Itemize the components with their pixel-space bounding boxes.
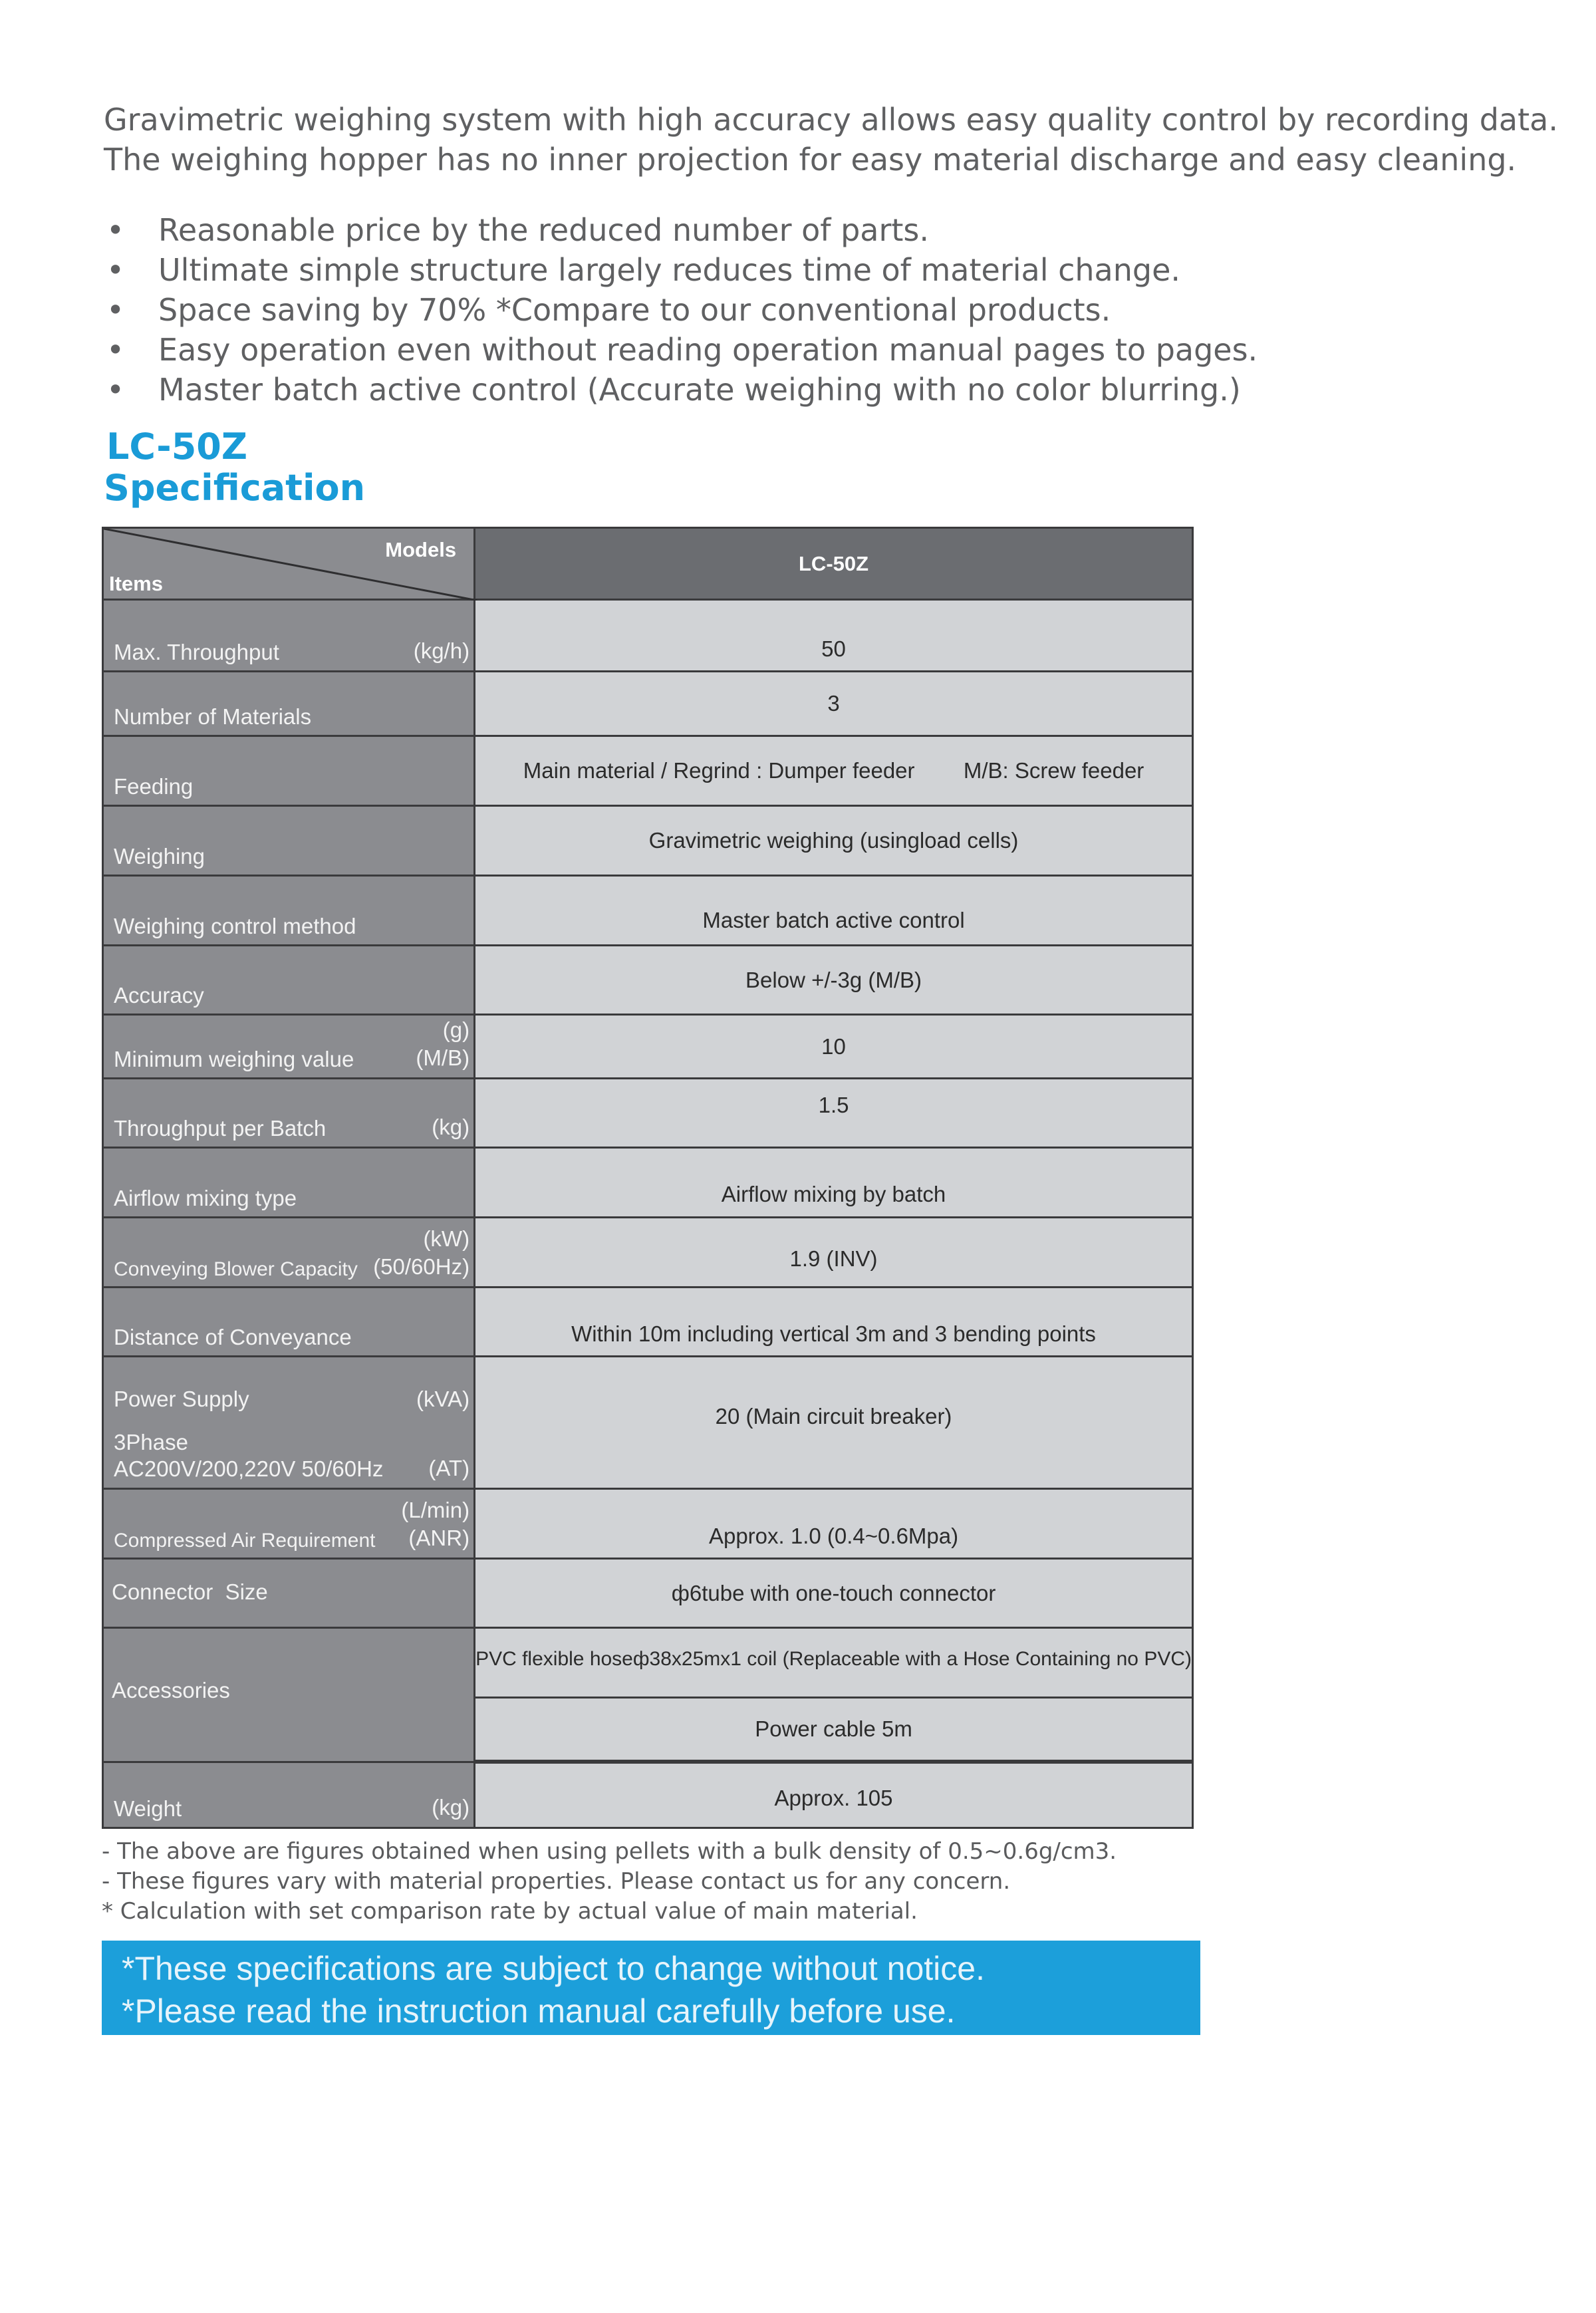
table-row bbox=[103, 600, 1193, 672]
feature-item: • Easy operation even without reading operation manual pages to pages. bbox=[106, 330, 1258, 370]
row-value: Master batch active control bbox=[475, 876, 1193, 946]
row-label-cell bbox=[103, 1489, 475, 1559]
model-title: LC-50Z bbox=[106, 426, 247, 468]
row-value: Below +/-3g (M/B) bbox=[475, 946, 1193, 1015]
row-label-cell bbox=[103, 876, 475, 946]
table-row bbox=[103, 1015, 1193, 1079]
row-value: Approx. 105 bbox=[475, 1762, 1193, 1828]
row-label: Conveying Blower Capacity bbox=[114, 1258, 358, 1280]
row-value: 20 (Main circuit breaker) bbox=[475, 1357, 1193, 1489]
row-label: Throughput per Batch bbox=[114, 1116, 327, 1141]
intro-text bbox=[104, 100, 1558, 180]
row-label: Number of Materials bbox=[114, 704, 312, 729]
table-row bbox=[103, 876, 1193, 946]
row-label: Connector Size bbox=[112, 1579, 268, 1604]
footnote: - These figures vary with material properties. Please contact us for any concern. bbox=[102, 1868, 1011, 1895]
row-label-cell bbox=[103, 1079, 475, 1148]
row-value: 3 bbox=[475, 672, 1193, 736]
row-label: Accessories bbox=[112, 1678, 230, 1702]
table-row bbox=[103, 946, 1193, 1015]
feature-item: • Reasonable price by the reduced number of parts. bbox=[106, 210, 1258, 250]
row-unit-line: (L/min) bbox=[401, 1498, 470, 1522]
table-row bbox=[103, 1762, 1193, 1828]
intro-line-1: Gravimetric weighing system with high accuracy allows easy quality control by recording data. bbox=[104, 102, 1558, 138]
intro-line-2: The weighing hopper has no inner projection for easy material discharge and easy cleaning. bbox=[104, 142, 1517, 178]
row-label: Compressed Air Requirement bbox=[114, 1530, 376, 1552]
row-label-cell bbox=[103, 1288, 475, 1357]
row-label: Weighing bbox=[114, 844, 205, 869]
row-value: 50 bbox=[475, 600, 1193, 672]
row-unit-line: (ANR) bbox=[408, 1526, 470, 1550]
row-label: Accuracy bbox=[114, 983, 204, 1008]
row-label-cell bbox=[103, 1628, 475, 1762]
feature-item: • Space saving by 70% *Compare to our conventional products. bbox=[106, 290, 1258, 330]
row-unit bbox=[373, 1225, 469, 1281]
table-row bbox=[103, 1288, 1193, 1357]
row-label: Airflow mixing type bbox=[114, 1186, 297, 1210]
row-value: 1.5 bbox=[475, 1079, 1193, 1148]
row-value: 10 bbox=[475, 1015, 1193, 1079]
row-label: Weight bbox=[114, 1796, 182, 1821]
table-header-row bbox=[103, 528, 1193, 600]
table-row bbox=[103, 1628, 1193, 1698]
row-unit-line: (50/60Hz) bbox=[373, 1254, 470, 1279]
notice-line: *These specifications are subject to change without notice. bbox=[122, 1950, 985, 1987]
row-unit: (kg) bbox=[432, 1115, 470, 1139]
row-value: Approx. 1.0 (0.4~0.6Mpa) bbox=[475, 1489, 1193, 1559]
row-label-cell bbox=[103, 600, 475, 672]
row-unit-line: (kW) bbox=[423, 1226, 470, 1251]
row-unit-line: (g) bbox=[442, 1018, 470, 1042]
row-unit: (AT) bbox=[428, 1456, 470, 1480]
row-value: Main material / Regrind : Dumper feeder M/B: Screw feeder bbox=[475, 736, 1193, 806]
spec-title: Specification bbox=[104, 467, 366, 509]
row-value: Within 10m including vertical 3m and 3 bending points bbox=[475, 1288, 1193, 1357]
header-corner-cell bbox=[103, 528, 475, 600]
row-sublabel-line: 3Phase bbox=[114, 1430, 188, 1454]
header-items-label: Items bbox=[109, 572, 163, 595]
row-value: PVC flexible hoseф38x25mx1 coil (Replaceable with a Hose Containing no PVC) bbox=[475, 1628, 1193, 1698]
spec-table bbox=[102, 527, 1194, 1829]
table-row bbox=[103, 736, 1193, 806]
row-sublabel-line: AC200V/200,220V 50/60Hz bbox=[114, 1456, 384, 1481]
table-row bbox=[103, 806, 1193, 876]
row-label-cell bbox=[103, 1218, 475, 1288]
table-row bbox=[103, 1079, 1193, 1148]
row-unit: (kVA) bbox=[416, 1387, 470, 1411]
row-label-cell bbox=[103, 946, 475, 1015]
row-unit: (kg/h) bbox=[413, 638, 470, 663]
row-value: 1.9 (INV) bbox=[475, 1218, 1193, 1288]
row-unit: (kg) bbox=[432, 1794, 470, 1820]
row-label: Feeding bbox=[114, 774, 194, 799]
table-row bbox=[103, 1218, 1193, 1288]
table-row bbox=[103, 672, 1193, 736]
row-label-cell bbox=[103, 1762, 475, 1828]
row-unit-line: (M/B) bbox=[416, 1045, 470, 1070]
header-models-label: Models bbox=[385, 538, 457, 561]
footnote: - The above are figures obtained when using pellets with a bulk density of 0.5~0.6g/cm3. bbox=[102, 1838, 1117, 1865]
row-label-cell bbox=[103, 1357, 475, 1489]
footnote: * Calculation with set comparison rate by actual value of main material. bbox=[102, 1898, 918, 1925]
row-label-cell bbox=[103, 1559, 475, 1628]
row-label: Minimum weighing value bbox=[114, 1047, 354, 1071]
table-row bbox=[103, 1148, 1193, 1218]
header-model-name: LC-50Z bbox=[475, 528, 1193, 600]
row-value: Airflow mixing by batch bbox=[475, 1148, 1193, 1218]
row-label: Power Supply bbox=[114, 1387, 249, 1411]
feature-item: • Ultimate simple structure largely reduces time of material change. bbox=[106, 250, 1258, 290]
notice-line: *Please read the instruction manual carefully before use. bbox=[122, 1992, 956, 2030]
row-sublabel bbox=[114, 1429, 383, 1482]
row-unit bbox=[401, 1496, 469, 1552]
row-label: Distance of Conveyance bbox=[114, 1325, 352, 1349]
row-label: Weighing control method bbox=[114, 914, 356, 938]
row-label-cell bbox=[103, 1015, 475, 1079]
table-row bbox=[103, 1489, 1193, 1559]
row-value: Power cable 5m bbox=[475, 1698, 1193, 1762]
row-label-cell bbox=[103, 736, 475, 806]
row-value: Gravimetric weighing (usingload cells) bbox=[475, 806, 1193, 876]
feature-item: • Master batch active control (Accurate weighing with no color blurring.) bbox=[106, 370, 1258, 410]
row-label-cell bbox=[103, 672, 475, 736]
row-label-cell bbox=[103, 1148, 475, 1218]
row-unit bbox=[416, 1016, 469, 1072]
footnotes bbox=[102, 1837, 1117, 1927]
row-value: ф6tube with one-touch connector bbox=[475, 1559, 1193, 1628]
table-row bbox=[103, 1559, 1193, 1628]
row-label: Max. Throughput bbox=[114, 640, 279, 664]
row-label-cell bbox=[103, 806, 475, 876]
feature-list bbox=[106, 210, 1258, 410]
notice-banner bbox=[102, 1941, 1200, 2035]
table-row bbox=[103, 1357, 1193, 1489]
